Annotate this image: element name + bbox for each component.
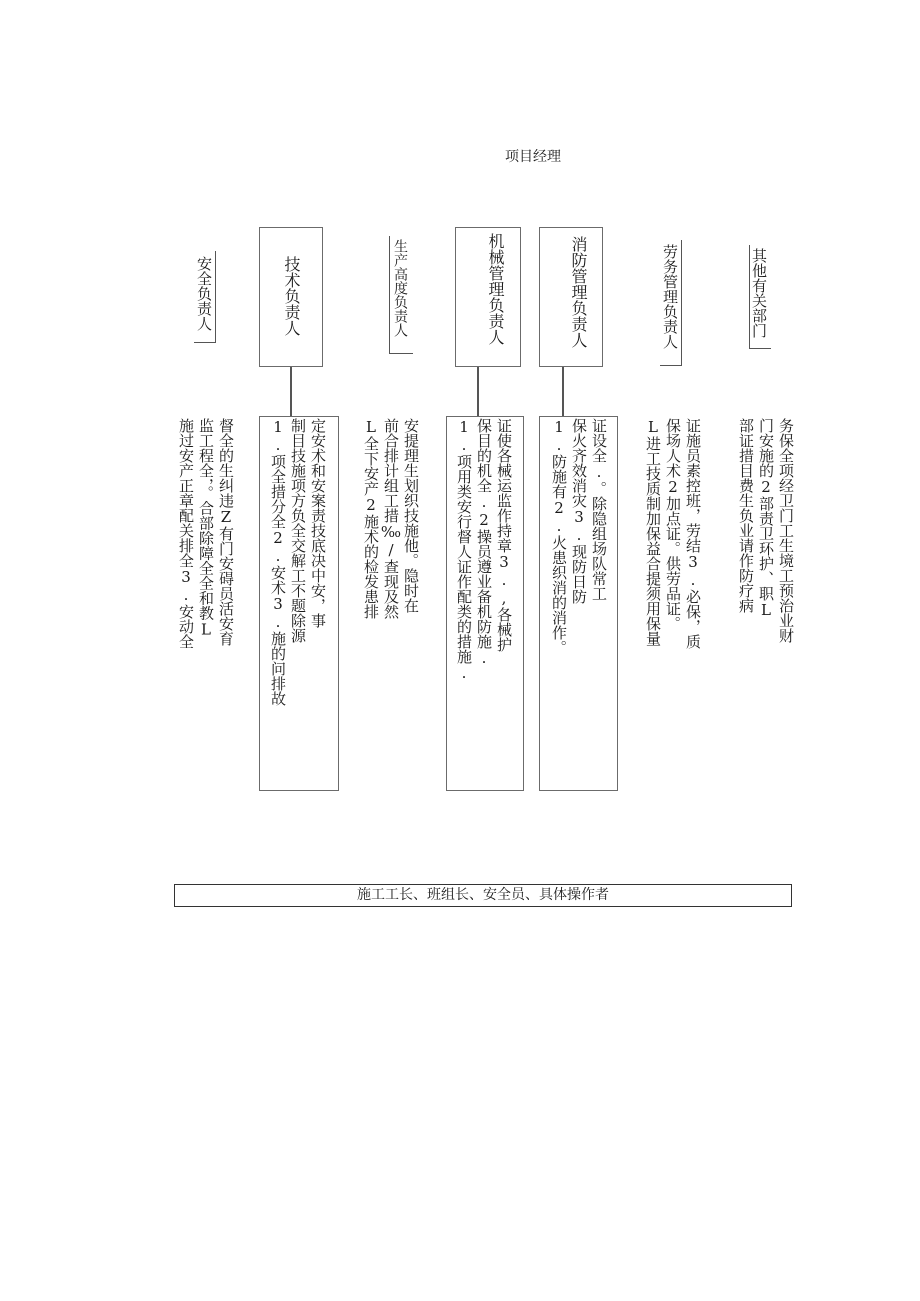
role-tech: 技术负责人 (282, 256, 301, 336)
role-other: 其他有关部门 (750, 248, 768, 338)
duty-tech: 定安术和安案责技底决中安，事 制目技施项方负全交解工不题除源 1.项全措分全2.安术3.施的问排故 (269, 418, 327, 706)
duty-other: 务保全项经卫门工生境工预治业财 门安施的2部责卫环护、职L 部证措目费生负业请作防疗病 (737, 418, 795, 643)
role-fire: 消防管理负责人 (569, 236, 588, 348)
bottom-workers-box: 施工工长、班组长、安全员、具体操作者 (174, 884, 792, 907)
role-machinery: 机械管理负责人 (486, 233, 505, 345)
role-production: 生产高度负责人 (392, 239, 408, 337)
diagram-title: 项目经理 (505, 149, 561, 165)
duty-machinery: 证使各械运监作持章3.,各械护 保目的机全.2操员遵业备机防施. 1.项用类安行督人证作配类的措施. (455, 418, 513, 682)
connector-machinery (477, 367, 479, 416)
connector-fire (562, 367, 564, 416)
duty-safety: 督全的生纠违Z有门安碍员活安育 监工程全，。合部除障全全和教L 施过安产正章配关排全3.安动全 (177, 418, 235, 649)
duty-production: 安提理生划织技施他。隐时在 前合排计组工措‰/查现及然 L全下安产2施术的检发患排 (362, 418, 420, 619)
connector-tech (290, 367, 292, 416)
role-safety: 安全负责人 (195, 256, 213, 331)
role-labor: 劳务管理负责人 (661, 244, 679, 349)
duty-fire: 证设全.。除隐组场队常工 保火齐效消灾3.现防日防 1.防施有2.火患织消的消作。 (550, 418, 608, 655)
duty-labor: 证施员素控班，劳结3.必保，质 保场人术2加点证。供劳品证。 L进工技质制加保益合提须用保量 (644, 418, 702, 649)
